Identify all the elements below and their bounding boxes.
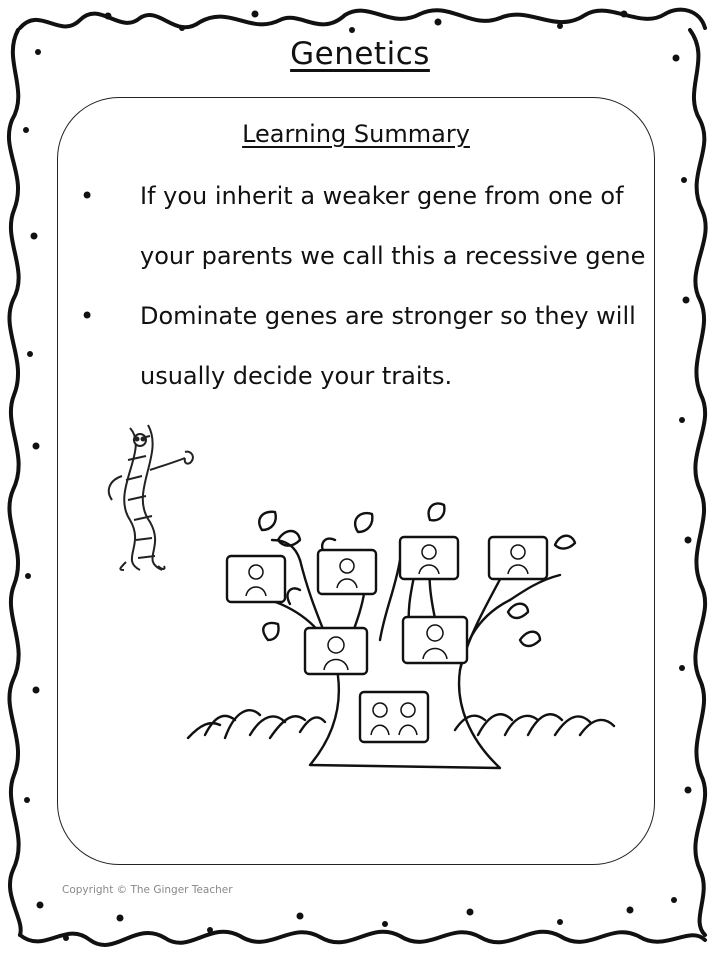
copyright-text: Copyright © The Ginger Teacher: [62, 884, 233, 896]
portrait-grandfather-right: [489, 537, 547, 579]
portrait-grandmother-left: [227, 556, 285, 602]
portrait-grandmother-right: [400, 537, 458, 579]
bullet-line: your parents we call this a recessive gene: [140, 242, 646, 270]
learning-summary-heading: Learning Summary: [242, 120, 470, 148]
portrait-father: [403, 617, 467, 663]
bullet-marker: •: [80, 182, 95, 210]
page-title: Genetics: [290, 36, 430, 72]
portrait-children: [360, 692, 428, 742]
bullet-line: Dominate genes are stronger so they will: [140, 302, 636, 330]
portrait-mother: [305, 628, 367, 674]
bullet-line: If you inherit a weaker gene from one of: [140, 182, 624, 210]
dna-mascot-icon: [109, 425, 193, 570]
bullet-marker: •: [80, 302, 95, 330]
portrait-grandfather-left: [318, 550, 376, 594]
bullet-line: usually decide your traits.: [140, 362, 453, 390]
portrait-frames: [227, 537, 547, 742]
